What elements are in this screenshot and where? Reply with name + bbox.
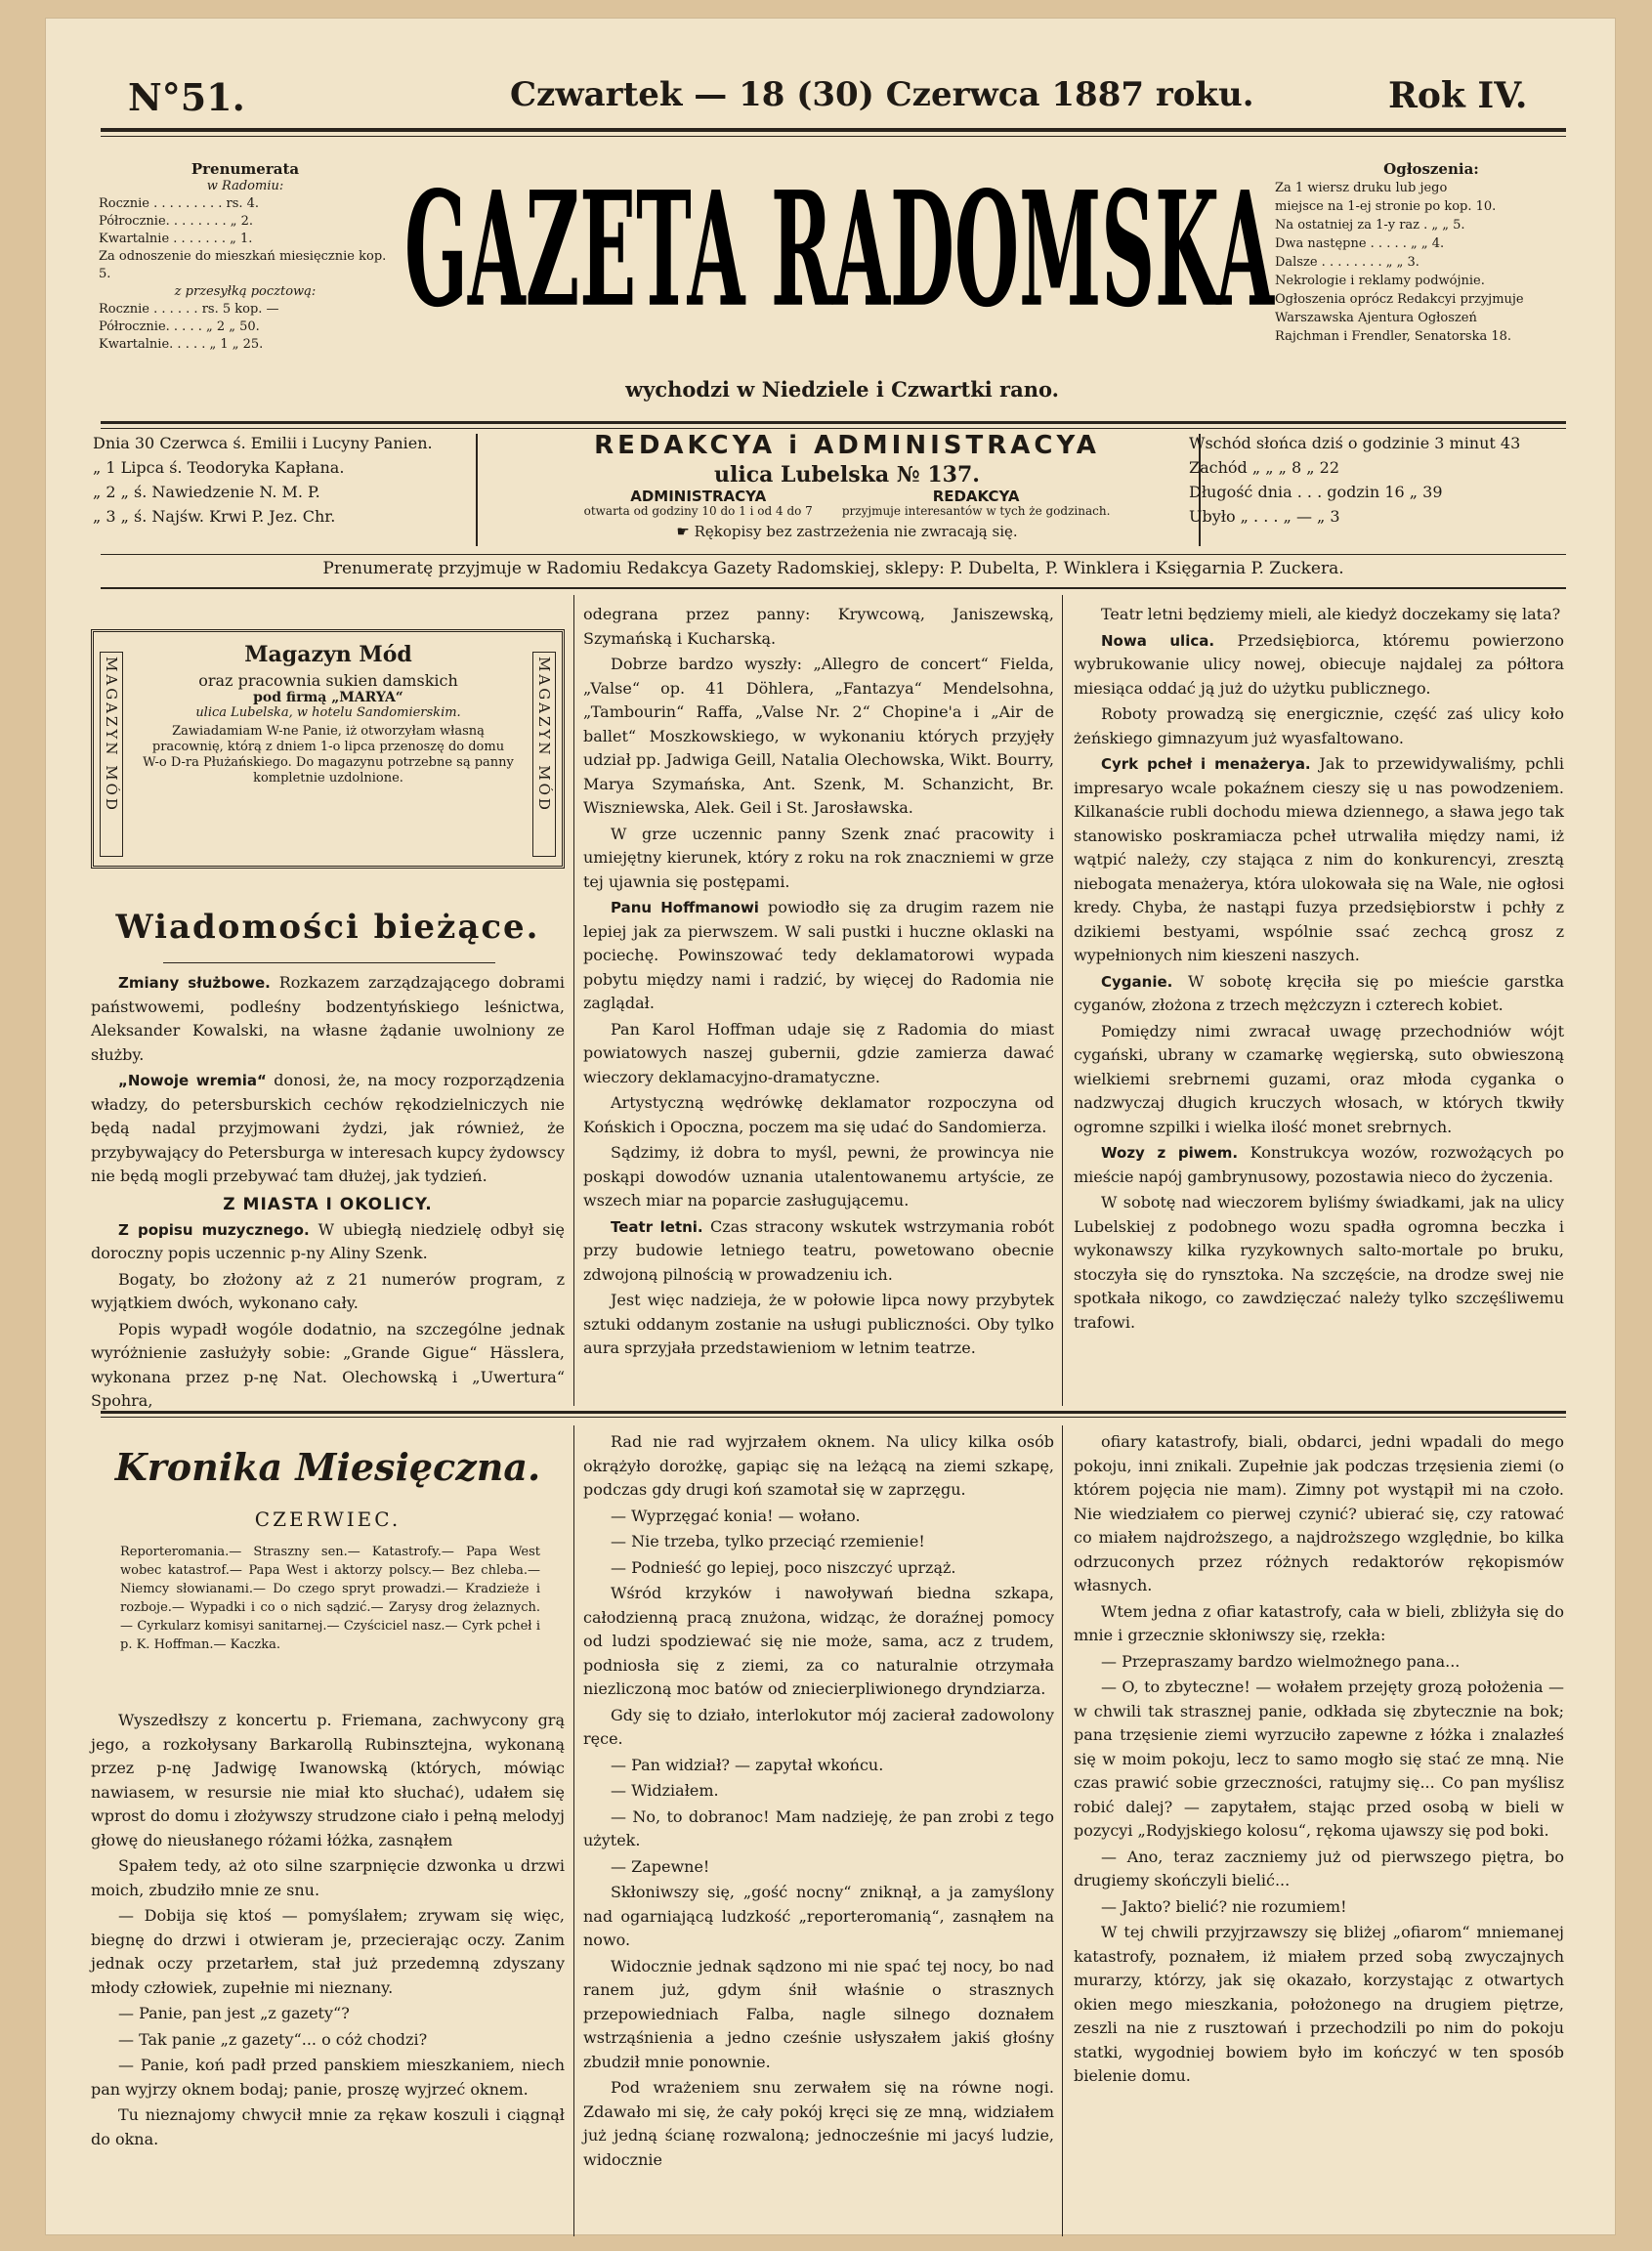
kronika-rule-thin <box>101 1417 1566 1418</box>
paragraph: — O, to zbyteczne! — wołałem przejęty grozą położenia — w chwili tak strasznej panie, odkłada się zbytecznie na bok; pana trzęsienie ziemi wyrzuciło zapewne z łóżka i znalazłeś się w moim pokoju, lecz to samo mogło się stać ze mną. Nie czas prawić sobie grzeczności, ratujmy się... Co pan myślisz robić dalej? — zapytałem, stając przed osobą w bieli w pozycyi „Rodyjskiego kolosu“, rękoma ujawszy się pod boki. <box>1074 1678 1564 1840</box>
paragraph <box>583 1289 1054 1361</box>
paragraph-lead: Panu Hoffmanowi <box>611 899 759 916</box>
sun-line: Wschód słońca dziś o godzinie 3 minut 43 <box>1189 434 1521 452</box>
ogloszenia-line: Rajchman i Frendler, Senatorska 18. <box>1275 329 1512 344</box>
prenumerata-post-label: z przesyłką pocztową: <box>174 284 317 299</box>
paragraph: — Podnieść go lepiej, poco niszczyć uprząż. <box>611 1557 956 1577</box>
ad-side-left: MAGAZYN MÓD <box>100 652 123 857</box>
kronika-column-1 <box>91 1709 565 2153</box>
paragraph: Tu nieznajomy chwycił mnie za rękaw koszuli i ciągnął do okna. <box>91 2105 565 2148</box>
kronika-summary: Reporteromania.— Straszny sen.— Katastrofy.— Papa West wobec katastrof.— Papa West i aktorzy polscy.— Bez chleba.— Niemcy słowianami.— Do czego spryt prowadzi.— Kradzieże i rozboje.— Wypadki i co o nich sądzić.— Zarysy drog żelaznych.— Cyrkularz komisyi sanitarnej.— Czyściciel nasz.— Cyrk pcheł i p. K. Hoffman.— Kaczka. <box>120 1545 540 1652</box>
paragraph <box>91 1069 565 1189</box>
prenumerata-city-label: w Radomiu: <box>206 179 284 193</box>
paragraph <box>91 971 565 1067</box>
admin-label: ADMINISTRACYA <box>630 488 767 505</box>
paragraph: Gdy się to działo, interlokutor mój zacierał zadowolony ręce. <box>583 1705 1054 1748</box>
paragraph-text: Bogaty, bo złożony aż z 21 numerów program, z wyjątkiem dwóch, wykonano cały. <box>91 1269 565 1312</box>
sun-box <box>1189 431 1580 529</box>
paragraph-text: Teatr letni będziemy mieli, ale kiedyż doczekamy się lata? <box>1101 605 1561 623</box>
paragraph <box>1074 1020 1564 1140</box>
paragraph <box>583 653 1054 821</box>
ogloszenia-box <box>1275 160 1588 346</box>
top-rule <box>101 128 1566 132</box>
paragraph-text: donosi, że, na mocy rozporządzenia władzy, do petersburskich cechów rękodzielniczych nie będą nadal przyjmowani żydzi, jak również, że przybywający do Petersburga w interesach kupcy żydowscy nie będą mogli przebywać tam dłużej, jak tydzień. <box>91 1071 565 1185</box>
redakcya-note: Rękopisy bez zastrzeżenia nie zwracają się. <box>694 523 1018 540</box>
subscribe-rule-top <box>101 554 1566 555</box>
ogloszenia-line: Dalsze . . . . . . . . „ „ 3. <box>1275 255 1419 270</box>
paragraph-text: W grze uczennic panny Szenk znać pracowity i umiejętny kierunek, który z roku na rok znaczniemi w grze tej ujawnia się postępami. <box>583 824 1054 891</box>
kronika-divider-1 <box>573 1425 574 2236</box>
ogloszenia-line: miejsce na 1-ej stronie po kop. 10. <box>1275 199 1497 214</box>
paragraph-text: Artystyczną wędrówkę deklamator rozpoczyna od Końskich i Opoczna, poczem ma się udać do Sandomierza. <box>583 1093 1054 1136</box>
masthead-title-svg <box>398 165 1282 326</box>
ogloszenia-line: Ogłoszenia oprócz Redakcyi przyjmuje Warszawska Ajentura Ogłoszeń <box>1275 292 1524 325</box>
pointing-hand-icon: ☛ <box>676 523 695 540</box>
kronika-divider-2 <box>1062 1425 1063 2236</box>
news-heading-rule <box>163 962 495 963</box>
paragraph: Wśród krzyków i nawoływań biedna szkapa, całodzienną pracą znużona, widząc, że doraźnej pomocy od ludzi spodziewać się nie może, sama, acz z trudem, podniosła się z ziemi, za co naturalnie otrzymała niezliczoną moc batów od zniecierpliwionego dryndziarza. <box>583 1584 1054 1698</box>
ogloszenia-title: Ogłoszenia: <box>1383 160 1479 178</box>
paragraph-lead: Cyganie. <box>1101 972 1173 991</box>
paragraph: — Tak panie „z gazety“... o cóż chodzi? <box>118 2029 428 2049</box>
news-column-1 <box>91 971 565 1416</box>
paragraph-lead: Cyrk pcheł i menażerya. <box>1101 755 1311 773</box>
kronika-month: CZERWIEC. <box>254 1508 402 1531</box>
calendar-line: „ 1 Lipca ś. Teodoryka Kapłana. <box>93 458 345 477</box>
section-heading: Z MIASTA I OKOLICY. <box>223 1194 433 1214</box>
paragraph-text: W sobotę nad wieczorem byliśmy świadkami, jak na ulicy Lubelskiej z podobnego wozu spadła ogromna beczka i wykonawszy kilka ryzykownych salto-mortale po bruku, stoczyła się do rynsztoka. Na szczęście, na drodze swej nie spotkała nikogo, co zawdzięczać należy tylko szczęśliwemu trafowi. <box>1074 1193 1564 1332</box>
paragraph: — Panie, pan jest „z gazety“? <box>118 2004 350 2022</box>
paragraph: ofiary katastrofy, biali, obdarci, jedni wpadali do mego pokoju, inni znikali. Zupełnie jak podczas trzęsienia ziemi (o którem pojęcia nie mam). Zimny pot wystąpił mi na czoło. Nie wiedziałem co pierwej czynić? ubierać się, czy ratować co miałem najdroższego, a najdroższego względnie, bo kilka odrzuconych przez różnych redaktorów rękopismów własnych. <box>1074 1432 1564 1594</box>
paragraph-lead: Z popisu muzycznego. <box>118 1220 310 1239</box>
paragraph: — Przepraszamy bardzo wielmożnego pana... <box>1101 1651 1461 1671</box>
prenumerata-row: Rocznie . . . . . . . . . rs. 4. <box>99 196 260 211</box>
calendar-divider <box>476 434 478 546</box>
kronika-column-2 <box>583 1430 1054 2174</box>
paragraph: Wyszedłszy z koncertu p. Friemana, zachwycony grą jego, a rozkołysany Barkarollą Rubinsztejna, wykonaną przez p-nę Jadwigę Iwanowską (których, mówiąc nawiasem, w resursie nie miał kto słuchać), udałem się wprost do domu i złożywszy strudzone ciało i pełną melodyj głowę do nieusłanego różami łóżka, zasnąłem <box>91 1711 565 1849</box>
paragraph <box>583 1091 1054 1139</box>
paragraph <box>583 603 1054 651</box>
paragraph <box>1074 1191 1564 1335</box>
paragraph-text: Konstrukcya wozów, rozwożących po mieście napój gambrynusowy, pozostawia nieco do życzenia. <box>1074 1143 1564 1186</box>
paragraph-text: Przedsiębiorca, któremu powierzono wybrukowanie ulicy nowej, obiecuje najdalej za półtora miesiąca oddać ją już do użytku publicznego. <box>1074 630 1565 698</box>
paragraph: — No, to dobranoc! Mam nadzieję, że pan zrobi z tego użytek. <box>583 1806 1054 1849</box>
subscribe-rule-bottom <box>101 587 1566 589</box>
top-rule-thin <box>101 136 1566 137</box>
calendar-line: „ 3 „ ś. Najśw. Krwi P. Jez. Chr. <box>93 507 336 526</box>
paragraph-lead: Wozy z piwem. <box>1101 1144 1239 1162</box>
paragraph-text: Jest więc nadzieja, że w połowie lipca nowy przybytek sztuki oddanym zostanie na usługi publiczności. Oby tylko aura sprzyjała przedstawieniom w letnim teatrze. <box>583 1291 1054 1357</box>
paragraph <box>91 1268 565 1316</box>
paragraph-text: Dobrze bardzo wyszły: „Allegro de concert“ Fielda, „Valse“ op. 41 Döhlera, „Fantazya“ Mendelsohna, „Tambourin“ Raffa, „Valse Nr. 2“ Chopine'a i „Air de ballet“ Moszkowskiego, w wykonaniu których przyjęły udział pp. Jadwiga Geill, Natalia Olechowska, Wikt. Bourry, Marya Szymańska, Ant. Szenk, M. Schanzicht, Br. Wiszniewska, Alek. Geil i St. Jarosławska. <box>583 655 1054 817</box>
paragraph: — Nie trzeba, tylko przeciąć rzemienie! <box>611 1532 925 1550</box>
paragraph <box>91 1218 565 1266</box>
ogloszenia-line: Nekrologie i reklamy podwójnie. <box>1275 274 1485 288</box>
subscribe-line: Prenumeratę przyjmuje w Radomiu Redakcya Gazety Radomskiej, sklepy: P. Dubelta, P. Winklera i Księgarnia P. Zuckera. <box>322 559 1344 578</box>
paragraph <box>1074 970 1564 1018</box>
paragraph <box>583 1018 1054 1090</box>
ad-line2: pod firmą „MARYA“ <box>253 690 403 705</box>
red-label: REDAKCYA <box>932 488 1020 505</box>
calendar-line: Dnia 30 Czerwca ś. Emilii i Lucyny Panien. <box>93 434 433 452</box>
ad-body: Zawiadamiam W-ne Panie, iż otworzyłam własną pracownię, którą z dniem 1-o lipca przenoszę do domu W-o D-ra Płużańskiego. Do magazynu potrzebne są panny kompletnie uzdolnione. <box>143 724 514 786</box>
paragraph: Widocznie jednak sądzono mi nie spać tej nocy, bo nad ranem już, gdym śnił właśnie o strasznych przepowiedniach Falba, nagle silnego doznałem wstrząśnienia a jedno cześnie usłyszałem jakiś głośny zbudził mnie ponownie. <box>583 1956 1054 2071</box>
issue-date: Czwartek — 18 (30) Czerwca 1887 roku. <box>510 75 1254 114</box>
newspaper-page <box>45 18 1616 2235</box>
column-divider-2 <box>1062 595 1063 1406</box>
paragraph-text: Roboty prowadzą się energicznie, część zaś ulicy koło żeńskiego gimnazyum już wyasfaltowano. <box>1074 704 1564 747</box>
masthead-rule <box>101 421 1566 424</box>
paragraph: — Pan widział? — zapytał wkońcu. <box>611 1755 884 1774</box>
prenumerata-note: Za odnoszenie do mieszkań miesięcznie kop. 5. <box>99 249 387 281</box>
admin-hours: otwarta od godziny 10 do 1 i od 4 do 7 <box>583 504 813 518</box>
ad-side-right: MAGAZYN MÓD <box>532 652 556 857</box>
paragraph: Spałem tedy, aż oto silne szarpnięcie dzwonka u drzwi moich, zbudziło mnie ze snu. <box>91 1856 565 1899</box>
paragraph <box>1074 603 1564 627</box>
paragraph-text: Popis wypadł wogóle dodatnio, na szczególne jednak wyróżnienie zasłużyły sobie: „Grande Gigue“ Hässlera, wykonana przez p-nę Nat. Olechowską i „Uwertura“ Spohra, <box>91 1319 565 1410</box>
redakcya-box <box>505 431 1189 540</box>
redakcya-title: REDAKCYA i ADMINISTRACYA <box>594 431 1100 460</box>
volume-year: Rok IV. <box>1388 75 1528 116</box>
kronika-rule <box>101 1411 1566 1414</box>
ogloszenia-line: Na ostatniej za 1-y raz . „ „ 5. <box>1275 218 1465 233</box>
paragraph <box>1074 752 1564 968</box>
kronika-heading: Kronika Miesięczna. <box>114 1445 541 1489</box>
prenumerata-box <box>99 160 392 354</box>
paragraph <box>91 1318 565 1414</box>
masthead-rule-thin <box>101 428 1566 429</box>
paragraph-lead: „Nowoje wremia“ <box>118 1072 267 1089</box>
paragraph-text: Pomiędzy nimi zwracał uwagę przechodniów wójt cygański, ubrany w czamarkę węgierską, suto obwieszoną wielkiemi srebrnemi guzami, oraz młoda cyganka o nadzwyczaj długich kruczych włosach, w których tkwiły ogromne szpilki i wielka ilość monet srebrnych. <box>1074 1021 1564 1136</box>
column-divider-1 <box>573 595 574 1406</box>
prenumerata-title: Prenumerata <box>191 160 300 178</box>
prenumerata-row: Półrocznie. . . . . „ 2 „ 50. <box>99 319 260 334</box>
paragraph-text: Pan Karol Hoffman udaje się z Radomia do miast powiatowych naszej gubernii, gdzie zamierza dawać wieczory deklamacyjno-dramatyczne. <box>583 1019 1054 1086</box>
ogloszenia-line: Za 1 wiersz druku lub jego <box>1275 181 1448 195</box>
paragraph: — Zapewne! <box>611 1856 710 1876</box>
issue-number: N°51. <box>128 75 245 119</box>
prenumerata-row: Kwartalnie . . . . . . . „ 1. <box>99 232 253 246</box>
paragraph-text: Jak to przewidywaliśmy, pchli impresaryo wcale pokaźnem cieszy się u nas powodzeniem. Kilkanaście rubli dochodu miewa dziennego, a sława jego tak stanowisko poskramiacza pcheł utrwaliła między nami, iż wątpić należy, czy stająca z nim do konkurencyi, zresztą niebogata menażerya, która ulokowała się na Wale, nie ogłosi kredy. Chyba, że nastąpi fuzya przedsiębiorstw i pchły z dzikiemi bestyami, wspólnie ssać zechcą grosz z wypełnionych nim kieszeni naszych. <box>1074 754 1564 964</box>
ogloszenia-line: Dwa następne . . . . . „ „ 4. <box>1275 236 1445 251</box>
kronika-column-3 <box>1074 1430 1564 2091</box>
calendar-line: „ 2 „ ś. Nawiedzenie N. M. P. <box>93 483 320 501</box>
ogloszenia-lines <box>1275 179 1588 346</box>
paragraph: Wtem jedna z ofiar katastrofy, cała w bieli, zbliżyła się do mnie i grzecznie skłoniwszy się, rzekła: <box>1074 1601 1564 1644</box>
paragraph-text: odegrana przez panny: Krywcową, Janiszewską, Szymańską i Kucharską. <box>583 605 1054 648</box>
paragraph-text: Czas stracony wskutek wstrzymania robót przy budowie letniego teatru, powetowano obecnie zdwojoną pilnością w prowadzeniu ich. <box>583 1216 1054 1284</box>
masthead-title: GAZETA RADOMSKA <box>404 165 1275 326</box>
paragraph: Rad nie rad wyjrzałem oknem. Na ulicy kilka osób okrążyło dorożkę, gapiąc się na leżącą na ziemi szkapę, podczas gdy drugi koń szamotał się w zaprzęgu. <box>583 1432 1054 1499</box>
paragraph <box>583 896 1054 1016</box>
prenumerata-row: Rocznie . . . . . . rs. 5 kop. — <box>99 302 279 317</box>
paragraph-text: W ubiegłą niedzielę odbył się doroczny popis uczennic p-ny Aliny Szenk. <box>91 1219 565 1262</box>
paragraph: Skłoniwszy się, „gość nocny“ zniknął, a ja zamyślony nad ogarniającą ludzkość „reporteromanią“, zasnąłem na nowo. <box>583 1883 1054 1949</box>
prenumerata-row: Kwartalnie. . . . . „ 1 „ 25. <box>99 337 264 352</box>
masthead-subtitle: wychodzi w Niedziele i Czwartki rano. <box>625 377 1059 402</box>
prenumerata-row: Półrocznie. . . . . . . . „ 2. <box>99 214 254 229</box>
paragraph <box>583 823 1054 895</box>
news-heading: Wiadomości bieżące. <box>115 908 540 947</box>
paragraph <box>1074 629 1564 701</box>
news-column-3 <box>1074 603 1564 1337</box>
prenumerata-post-rows <box>99 301 392 354</box>
paragraph-text: Sądzimy, iż dobra to myśl, pewni, że prowincya nie poskąpi dowodów uznania utalentowanemu artyście, ze wszech miar na poparcie zasługującemu. <box>583 1143 1054 1210</box>
sun-line: Długość dnia . . . godzin 16 „ 39 <box>1189 483 1443 501</box>
paragraph: W tej chwili przyjrzawszy się bliżej „ofiarom“ mniemanej katastrofy, poznałem, iż miałem przed sobą zwyczajnych murarzy, którzy, jak się okazało, korzystając z otwartych okien mego mieszkania, położonego na drugiem piętrze, zeszli na nie z rusztowań i przechodzili po nim do pokoju statki, wygodniej bowiem było im kończyć w ten sposób bielenie domu. <box>1074 1923 1564 2085</box>
paragraph <box>1074 1141 1564 1189</box>
paragraph <box>1074 702 1564 750</box>
redakcya-address: ulica Lubelska № 137. <box>714 462 980 488</box>
paragraph: Pod wrażeniem snu zerwałem się na równe nogi. Zdawało mi się, że cały pokój kręci się ze mną, widziałem już jedną ścianę rozwaloną; jednocześnie mi jacyś ludzie, widocznie <box>583 2078 1054 2169</box>
paragraph: — Widziałem. <box>611 1781 719 1800</box>
ad-line3: ulica Lubelska, w hotelu Sandomierskim. <box>195 705 461 720</box>
news-column-2 <box>583 603 1054 1363</box>
paragraph: — Panie, koń padł przed panskiem mieszkaniem, niech pan wyjrzy oknem bodaj; panie, proszę wyjrzeć oknem. <box>91 2056 565 2099</box>
paragraph: — Jakto? bielić? nie rozumiem! <box>1101 1896 1347 1916</box>
red-hours: przyjmuje interesantów w tych że godzinach. <box>841 504 1111 518</box>
paragraph <box>583 1141 1054 1213</box>
paragraph-text: W sobotę kręciła się po mieście garstka cyganów, złożona z trzech mężczyzn i czterech kobiet. <box>1074 971 1564 1014</box>
paragraph-lead: Zmiany służbowe. <box>118 974 271 992</box>
sun-line: Zachód „ „ „ 8 „ 22 <box>1189 458 1340 477</box>
ad-magazyn-mod <box>91 629 565 869</box>
paragraph-lead: Teatr letni. <box>611 1217 703 1236</box>
paragraph-lead: Nowa ulica. <box>1101 631 1215 650</box>
paragraph: — Ano, teraz zaczniemy już od pierwszego piętra, bo drugiemy skończyli bielić... <box>1074 1847 1564 1890</box>
ad-line1: oraz pracownia sukien damskich <box>198 671 458 690</box>
paragraph-text: powiodło się za drugim razem nie lepiej jak za pierwszem. W sali pustki i huczne oklaski na pociechę. Powinszować tedy deklamatorowi wypada pobytu między nami i radzić, by więcej do Radomia nie zaglądał. <box>583 898 1054 1012</box>
ad-title: Magazyn Mód <box>244 642 412 667</box>
paragraph-text: Rozkazem zarządzającego dobrami państwowemi, podleśny bodzentyńskiego leśnictwa, Aleksander Kowalski, na własne żądanie uwolniony ze służby. <box>91 973 565 1064</box>
paragraph: — Dobija się ktoś — pomyślałem; zrywam się więc, biegnę do drzwi i otwieram je, przecierając oczy. Zanim jednak oczy przetarłem, stał już przedemną zdyszany młody człowiek, zupełnie mi nieznany. <box>91 1906 565 1997</box>
prenumerata-city-rows <box>99 195 392 248</box>
paragraph: — Wyprzęgać konia! — wołano. <box>611 1506 861 1525</box>
sun-line: Ubyło „ . . . „ — „ 3 <box>1189 507 1340 526</box>
paragraph <box>583 1215 1054 1288</box>
calendar-box <box>93 431 523 529</box>
